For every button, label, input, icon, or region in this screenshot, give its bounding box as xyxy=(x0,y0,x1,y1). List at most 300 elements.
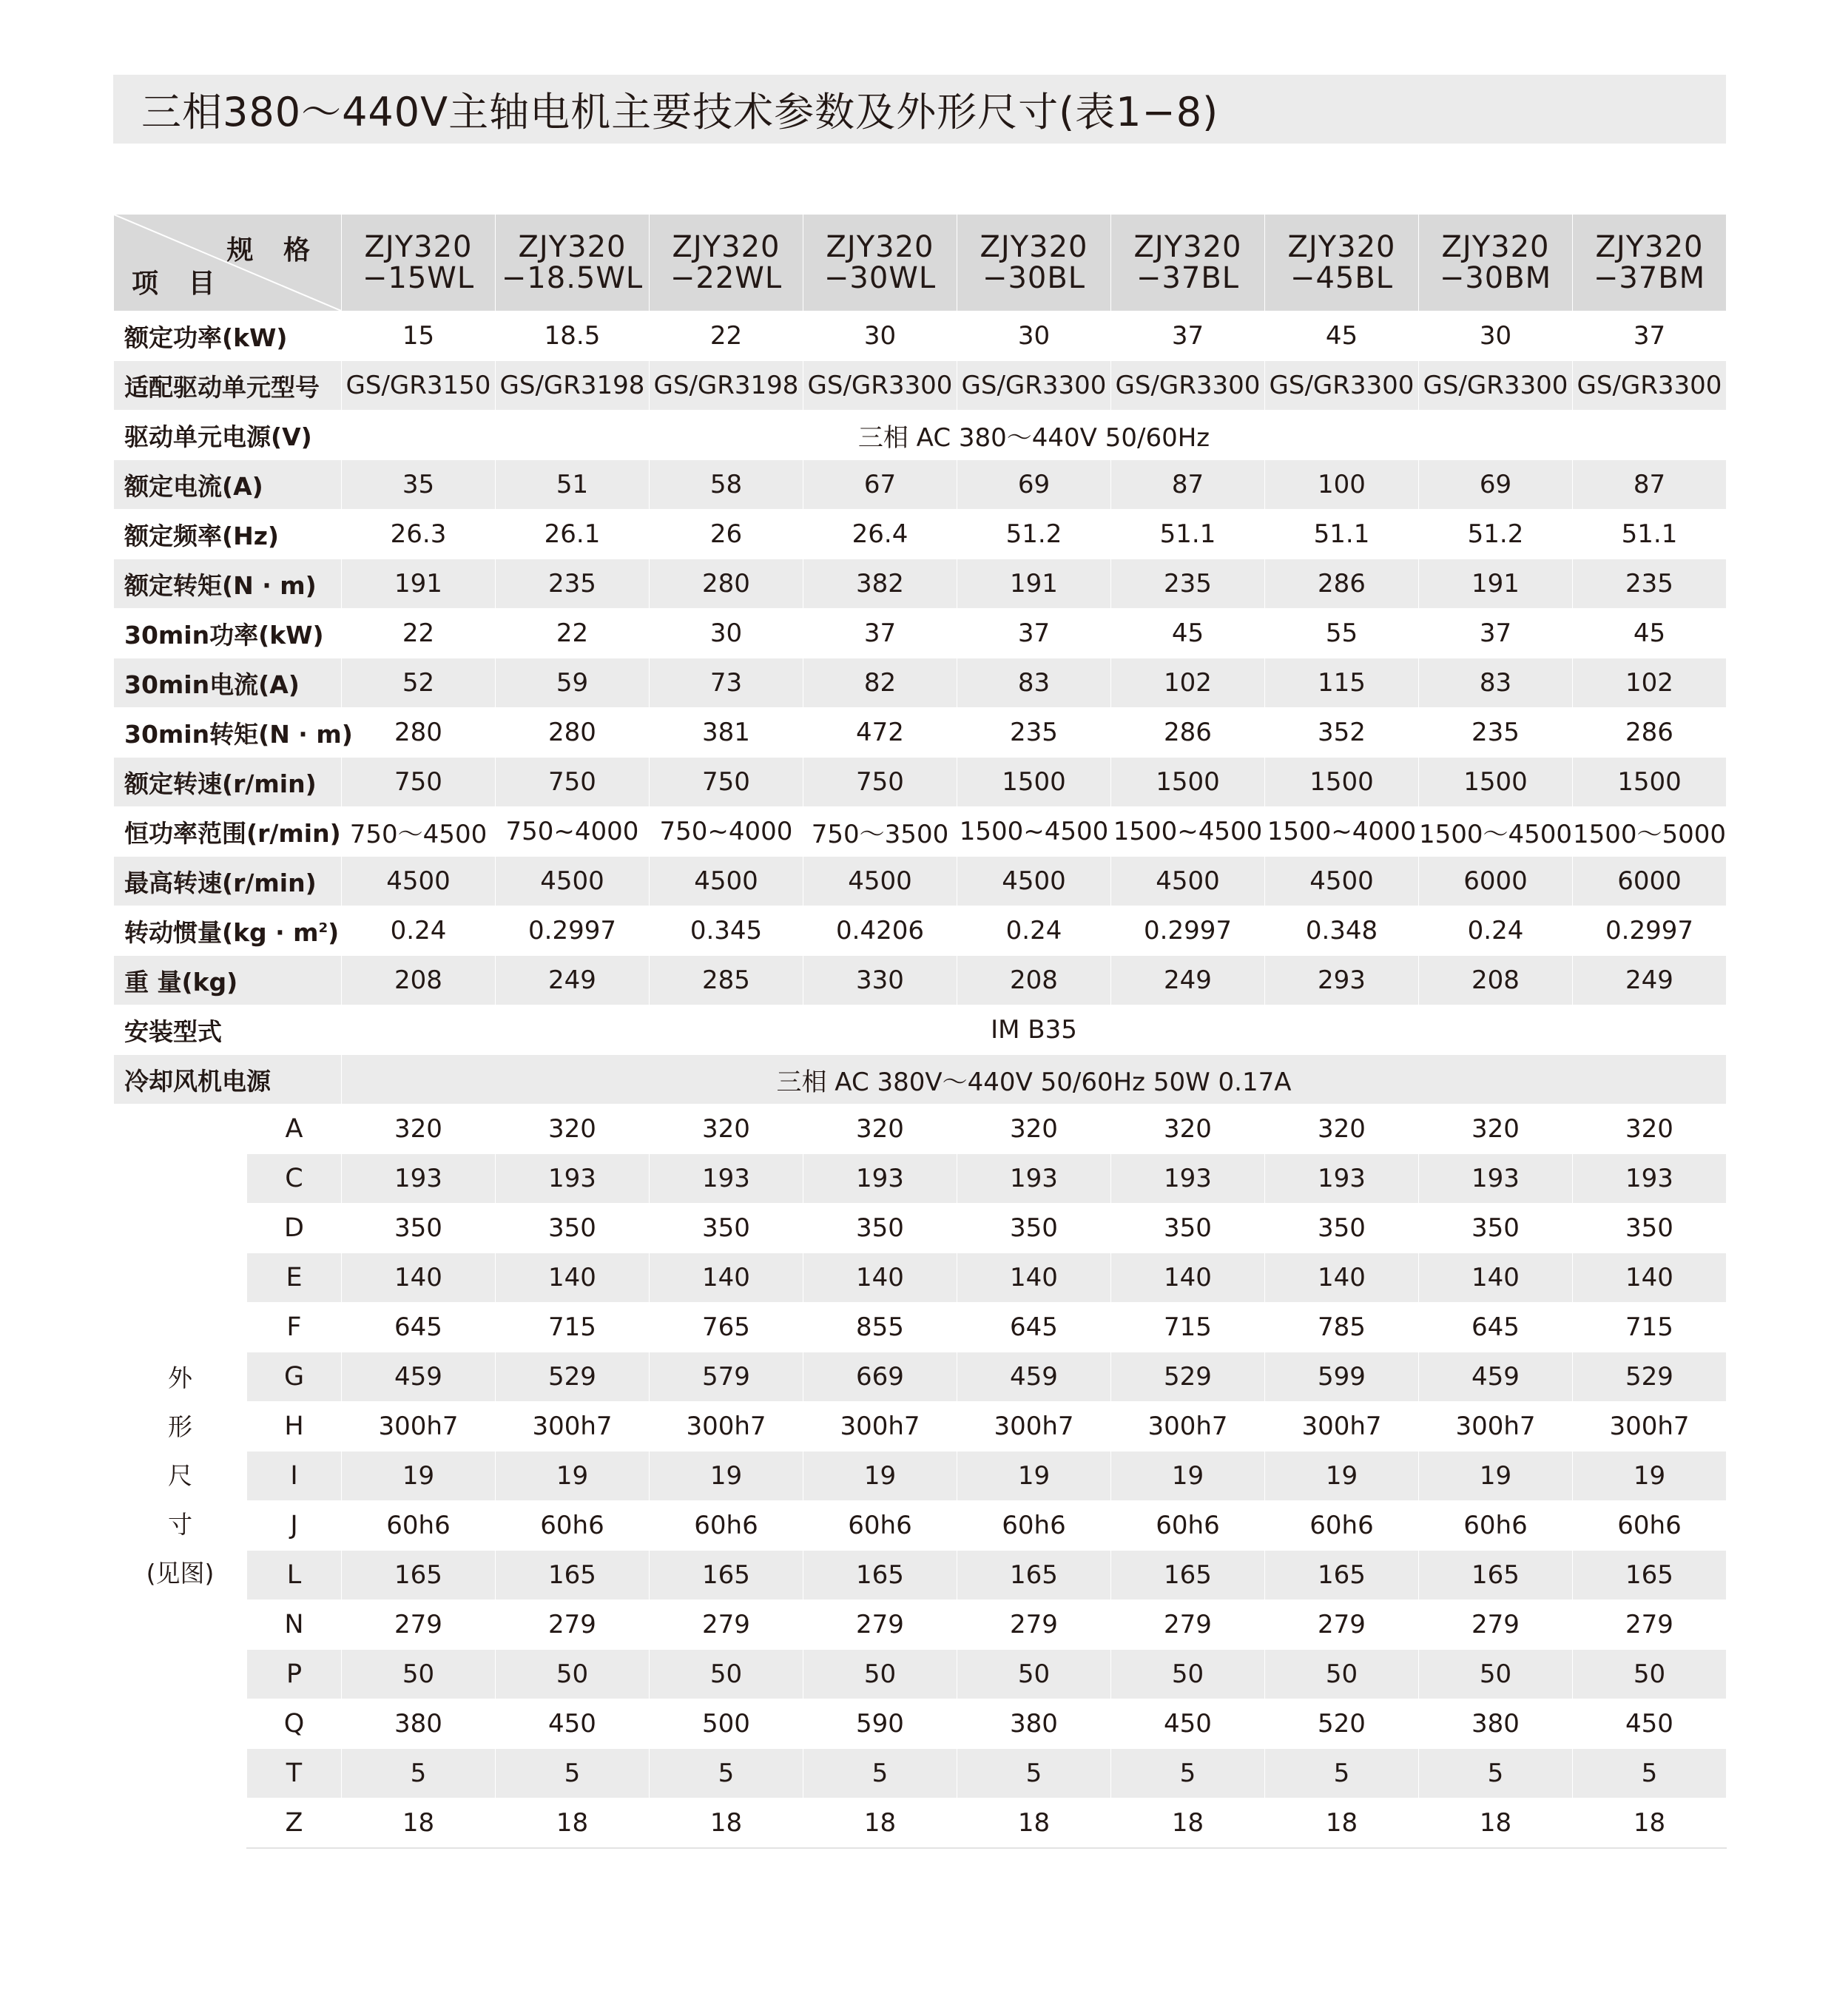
param-value: 100 xyxy=(1265,460,1419,510)
dimension-value: 60h6 xyxy=(342,1501,496,1551)
param-label xyxy=(114,361,342,411)
dimension-value: 279 xyxy=(1419,1600,1573,1650)
dimension-group-char: 尺 xyxy=(168,1461,192,1491)
param-label-text: 安装型式 xyxy=(124,1017,222,1046)
dimension-value: 279 xyxy=(1265,1600,1419,1650)
param-label-text: 恒功率范围(r/min) xyxy=(124,818,341,848)
dimension-value: 18 xyxy=(957,1798,1111,1849)
param-value: 37 xyxy=(803,609,957,658)
dimension-value: 5 xyxy=(1265,1749,1419,1798)
param-value: 750 xyxy=(496,758,650,807)
param-value: 4500 xyxy=(342,857,496,906)
dimension-value: 60h6 xyxy=(803,1501,957,1551)
dimension-value: 165 xyxy=(803,1551,957,1600)
dimension-value: 60h6 xyxy=(496,1501,650,1551)
dimension-row xyxy=(114,1105,1727,1154)
param-value: 4500 xyxy=(1111,857,1265,906)
model-header xyxy=(496,215,650,311)
param-value: 67 xyxy=(803,460,957,510)
param-row xyxy=(114,1055,1727,1105)
dimension-value: 279 xyxy=(1573,1600,1727,1650)
param-label xyxy=(114,1005,342,1055)
dimension-value: 18 xyxy=(496,1798,650,1849)
param-value: 1500 xyxy=(957,758,1111,807)
param-value: 87 xyxy=(1573,460,1727,510)
dimension-key: H xyxy=(247,1402,342,1452)
param-value: 37 xyxy=(1419,609,1573,658)
dimension-value: 300h7 xyxy=(1573,1402,1727,1452)
model-suffix: −30BL xyxy=(982,261,1086,295)
param-row xyxy=(114,658,1727,708)
dimension-value: 320 xyxy=(1419,1105,1573,1154)
param-row xyxy=(114,807,1727,857)
dimension-value: 279 xyxy=(1111,1600,1265,1650)
dimension-value: 140 xyxy=(1419,1253,1573,1303)
param-row xyxy=(114,956,1727,1005)
param-label-text: 转动惯量(kg · m xyxy=(124,917,319,947)
dimension-row xyxy=(114,1352,1727,1402)
dimension-value: 193 xyxy=(1111,1154,1265,1204)
model-name: ZJY320 xyxy=(1595,230,1704,264)
page-title: 三相380～440V主轴电机主要技术参数及外形尺寸(表1−8) xyxy=(141,89,1219,135)
dimension-value: 193 xyxy=(342,1154,496,1204)
model-header xyxy=(1265,215,1419,311)
spec-table xyxy=(113,214,1727,1849)
param-value: 249 xyxy=(1111,956,1265,1005)
param-label-text: 最高转速(r/min) xyxy=(124,868,317,897)
param-value: 191 xyxy=(957,559,1111,609)
param-value: 51.1 xyxy=(1265,510,1419,559)
param-value: 293 xyxy=(1265,956,1419,1005)
dimension-value: 60h6 xyxy=(1573,1501,1727,1551)
dimension-value: 5 xyxy=(957,1749,1111,1798)
dimension-value: 765 xyxy=(650,1303,803,1352)
param-value: 4500 xyxy=(957,857,1111,906)
dimension-value: 140 xyxy=(496,1253,650,1303)
param-value: 102 xyxy=(1111,658,1265,708)
param-label-text: 30min转矩(N · m) xyxy=(124,719,353,749)
header-row xyxy=(114,215,1727,311)
param-label xyxy=(114,956,342,1005)
param-value: 1500 xyxy=(1111,758,1265,807)
model-header xyxy=(342,215,496,311)
param-row xyxy=(114,510,1727,559)
param-value: 51.2 xyxy=(957,510,1111,559)
param-row xyxy=(114,361,1727,411)
param-value: 83 xyxy=(1419,658,1573,708)
model-suffix: −30BM xyxy=(1439,261,1552,295)
param-value: 249 xyxy=(1573,956,1727,1005)
dimension-key: F xyxy=(247,1303,342,1352)
param-value: 191 xyxy=(342,559,496,609)
param-value: 51.1 xyxy=(1111,510,1265,559)
model-name: ZJY320 xyxy=(1441,230,1550,264)
param-label xyxy=(114,807,342,857)
dimension-value: 60h6 xyxy=(957,1501,1111,1551)
param-label-text: 额定转矩(N · m) xyxy=(124,570,317,600)
param-value: GS/GR3300 xyxy=(1111,361,1265,411)
dimension-row xyxy=(114,1402,1727,1452)
param-label-text: 30min电流(A) xyxy=(124,670,300,699)
param-span-value: 三相 AC 380V～440V 50/60Hz 50W 0.17A xyxy=(342,1055,1727,1105)
dimension-value: 193 xyxy=(1265,1154,1419,1204)
param-label xyxy=(114,510,342,559)
dimension-value: 5 xyxy=(1419,1749,1573,1798)
dimension-value: 18 xyxy=(650,1798,803,1849)
dimension-value: 350 xyxy=(1265,1204,1419,1253)
param-value: 115 xyxy=(1265,658,1419,708)
param-value: 0.348 xyxy=(1265,906,1419,956)
param-label-text: 额定功率(kW) xyxy=(124,323,288,352)
dimension-key: J xyxy=(247,1501,342,1551)
dimension-value: 19 xyxy=(342,1452,496,1501)
dimension-value: 300h7 xyxy=(803,1402,957,1452)
dimension-group-char: 外 xyxy=(168,1363,192,1393)
model-header xyxy=(1111,215,1265,311)
param-label-text: 冷却风机电源 xyxy=(124,1066,271,1096)
dimension-value: 50 xyxy=(803,1650,957,1699)
param-value: 22 xyxy=(342,609,496,658)
dimension-row xyxy=(114,1798,1727,1849)
param-label xyxy=(114,758,342,807)
dimension-value: 18 xyxy=(803,1798,957,1849)
dimension-value: 140 xyxy=(650,1253,803,1303)
param-value: 6000 xyxy=(1573,857,1727,906)
dimension-value: 450 xyxy=(1111,1699,1265,1749)
param-value: 235 xyxy=(496,559,650,609)
dimension-value: 590 xyxy=(803,1699,957,1749)
param-value: 37 xyxy=(957,609,1111,658)
param-value: 0.345 xyxy=(650,906,803,956)
param-value: 750~4000 xyxy=(650,807,803,857)
dimension-row xyxy=(114,1303,1727,1352)
param-value: 286 xyxy=(1573,708,1727,758)
dimension-value: 715 xyxy=(1111,1303,1265,1352)
dimension-value: 855 xyxy=(803,1303,957,1352)
dimension-row xyxy=(114,1650,1727,1699)
dimension-value: 459 xyxy=(342,1352,496,1402)
dimension-value: 193 xyxy=(803,1154,957,1204)
param-row xyxy=(114,1005,1727,1055)
dimension-value: 320 xyxy=(650,1105,803,1154)
dimension-value: 350 xyxy=(1419,1204,1573,1253)
dimension-row xyxy=(114,1253,1727,1303)
param-label-text: 30min功率(kW) xyxy=(124,620,324,650)
dimension-key: Z xyxy=(247,1798,342,1849)
param-value: 235 xyxy=(957,708,1111,758)
dimension-group-char: 寸 xyxy=(168,1510,192,1540)
param-value: 4500 xyxy=(650,857,803,906)
dimension-value: 279 xyxy=(803,1600,957,1650)
param-value: 750～4500 xyxy=(342,807,496,857)
param-value: 382 xyxy=(803,559,957,609)
dimension-value: 19 xyxy=(650,1452,803,1501)
dimension-value: 165 xyxy=(496,1551,650,1600)
dimension-value: 320 xyxy=(1573,1105,1727,1154)
param-value: 55 xyxy=(1265,609,1419,658)
dimension-value: 19 xyxy=(496,1452,650,1501)
dimension-value: 320 xyxy=(957,1105,1111,1154)
dimension-value: 165 xyxy=(1573,1551,1727,1600)
param-value: GS/GR3198 xyxy=(496,361,650,411)
param-value: 45 xyxy=(1573,609,1727,658)
dimension-value: 279 xyxy=(342,1600,496,1650)
param-label xyxy=(114,559,342,609)
dimension-value: 715 xyxy=(496,1303,650,1352)
param-row xyxy=(114,411,1727,460)
param-value: 1500~4500 xyxy=(957,807,1111,857)
dimension-value: 140 xyxy=(1265,1253,1419,1303)
dimension-value: 165 xyxy=(650,1551,803,1600)
spec-header-label: 规 格 xyxy=(226,235,320,266)
dimension-value: 19 xyxy=(1265,1452,1419,1501)
param-value: 0.2997 xyxy=(496,906,650,956)
param-value: 45 xyxy=(1111,609,1265,658)
dimension-value: 350 xyxy=(1573,1204,1727,1253)
param-value: 0.24 xyxy=(342,906,496,956)
param-value: GS/GR3300 xyxy=(957,361,1111,411)
param-value: 208 xyxy=(1419,956,1573,1005)
dimension-value: 18 xyxy=(1419,1798,1573,1849)
dimension-value: 380 xyxy=(342,1699,496,1749)
param-value: 330 xyxy=(803,956,957,1005)
dimension-value: 19 xyxy=(1573,1452,1727,1501)
model-suffix: −18.5WL xyxy=(501,261,644,295)
param-value: 1500 xyxy=(1265,758,1419,807)
model-header xyxy=(957,215,1111,311)
dimension-value: 18 xyxy=(1265,1798,1419,1849)
dimension-row xyxy=(114,1452,1727,1501)
dimension-value: 300h7 xyxy=(496,1402,650,1452)
dimension-value: 300h7 xyxy=(957,1402,1111,1452)
dimension-value: 165 xyxy=(1419,1551,1573,1600)
param-label xyxy=(114,411,342,460)
param-span-value: 三相 AC 380～440V 50/60Hz xyxy=(342,411,1727,460)
param-value: 51.2 xyxy=(1419,510,1573,559)
model-name: ZJY320 xyxy=(1287,230,1396,264)
dimension-value: 300h7 xyxy=(342,1402,496,1452)
dimension-key: D xyxy=(247,1204,342,1253)
dimension-group-label xyxy=(114,1105,247,1849)
dimension-value: 60h6 xyxy=(1419,1501,1573,1551)
param-value: 472 xyxy=(803,708,957,758)
model-name: ZJY320 xyxy=(518,230,627,264)
model-header xyxy=(1573,215,1727,311)
dimension-group-char: 形 xyxy=(168,1412,192,1442)
param-value: 0.24 xyxy=(957,906,1111,956)
dimension-value: 50 xyxy=(1573,1650,1727,1699)
dimension-value: 300h7 xyxy=(650,1402,803,1452)
param-value: 51.1 xyxy=(1573,510,1727,559)
dimension-value: 459 xyxy=(957,1352,1111,1402)
dimension-value: 579 xyxy=(650,1352,803,1402)
param-value: 191 xyxy=(1419,559,1573,609)
dimension-key: N xyxy=(247,1600,342,1650)
dimension-row xyxy=(114,1154,1727,1204)
dimension-value: 50 xyxy=(496,1650,650,1699)
dimension-value: 459 xyxy=(1419,1352,1573,1402)
model-name: ZJY320 xyxy=(1133,230,1242,264)
param-row xyxy=(114,609,1727,658)
param-value: 30 xyxy=(957,311,1111,361)
dimension-value: 300h7 xyxy=(1265,1402,1419,1452)
param-label xyxy=(114,658,342,708)
dimension-value: 165 xyxy=(1265,1551,1419,1600)
model-name: ZJY320 xyxy=(980,230,1088,264)
model-suffix: −37BM xyxy=(1593,261,1706,295)
param-value: 82 xyxy=(803,658,957,708)
dimension-row xyxy=(114,1699,1727,1749)
param-value: 59 xyxy=(496,658,650,708)
dimension-value: 140 xyxy=(1573,1253,1727,1303)
param-label-text: 重 量(kg) xyxy=(124,967,238,997)
dimension-value: 350 xyxy=(650,1204,803,1253)
dimension-value: 5 xyxy=(1111,1749,1265,1798)
dimension-value: 19 xyxy=(957,1452,1111,1501)
dimension-value: 5 xyxy=(496,1749,650,1798)
param-value: 381 xyxy=(650,708,803,758)
param-value: 6000 xyxy=(1419,857,1573,906)
param-label-text: 驱动单元电源(V) xyxy=(124,422,312,451)
dimension-key: E xyxy=(247,1253,342,1303)
param-value: 286 xyxy=(1265,559,1419,609)
dimension-value: 350 xyxy=(957,1204,1111,1253)
param-value: 37 xyxy=(1573,311,1727,361)
dimension-value: 350 xyxy=(342,1204,496,1253)
dimension-value: 5 xyxy=(1573,1749,1727,1798)
dimension-value: 140 xyxy=(957,1253,1111,1303)
param-row xyxy=(114,857,1727,906)
param-value: 51 xyxy=(496,460,650,510)
dimension-value: 50 xyxy=(342,1650,496,1699)
dimension-value: 18 xyxy=(1573,1798,1727,1849)
dimension-value: 645 xyxy=(957,1303,1111,1352)
dimension-value: 715 xyxy=(1573,1303,1727,1352)
param-value: 235 xyxy=(1419,708,1573,758)
param-label xyxy=(114,708,353,758)
param-value: 0.2997 xyxy=(1573,906,1727,956)
dimension-value: 60h6 xyxy=(650,1501,803,1551)
dimension-row xyxy=(114,1501,1727,1551)
dimension-value: 140 xyxy=(803,1253,957,1303)
dimension-group-text xyxy=(146,1354,215,1598)
param-label xyxy=(114,311,342,361)
dimension-row xyxy=(114,1600,1727,1650)
param-value: 73 xyxy=(650,658,803,708)
dimension-value: 350 xyxy=(496,1204,650,1253)
dimension-value: 520 xyxy=(1265,1699,1419,1749)
dimension-value: 165 xyxy=(957,1551,1111,1600)
dimension-value: 193 xyxy=(1573,1154,1727,1204)
item-header-label: 项 目 xyxy=(132,269,226,299)
param-value: 26.4 xyxy=(803,510,957,559)
param-value: 52 xyxy=(342,658,496,708)
model-name: ZJY320 xyxy=(364,230,473,264)
param-value: 30 xyxy=(650,609,803,658)
dimension-value: 5 xyxy=(342,1749,496,1798)
dimension-value: 320 xyxy=(1111,1105,1265,1154)
dimension-key: A xyxy=(247,1105,342,1154)
param-value: 83 xyxy=(957,658,1111,708)
dimension-value: 19 xyxy=(1111,1452,1265,1501)
model-suffix: −37BL xyxy=(1136,261,1240,295)
param-value: 235 xyxy=(1111,559,1265,609)
param-value: 750~4000 xyxy=(496,807,650,857)
dimension-value: 350 xyxy=(1111,1204,1265,1253)
dimension-value: 450 xyxy=(496,1699,650,1749)
param-label-sup: 2 xyxy=(318,920,328,936)
param-value: 69 xyxy=(957,460,1111,510)
dimension-value: 193 xyxy=(496,1154,650,1204)
dimension-key: T xyxy=(247,1749,342,1798)
param-span-value: IM B35 xyxy=(342,1005,1727,1055)
dimension-value: 500 xyxy=(650,1699,803,1749)
dimension-value: 140 xyxy=(342,1253,496,1303)
param-label xyxy=(114,857,342,906)
param-row xyxy=(114,708,1727,758)
param-value: 22 xyxy=(650,311,803,361)
param-label-text: 额定转速(r/min) xyxy=(124,769,317,798)
dimension-row xyxy=(114,1204,1727,1253)
param-value: 750 xyxy=(342,758,496,807)
model-suffix: −45BL xyxy=(1289,261,1394,295)
dimension-key: P xyxy=(247,1650,342,1699)
dimension-value: 165 xyxy=(1111,1551,1265,1600)
param-value: 0.24 xyxy=(1419,906,1573,956)
dimension-value: 140 xyxy=(1111,1253,1265,1303)
dimension-value: 193 xyxy=(1419,1154,1573,1204)
param-value: 22 xyxy=(496,609,650,658)
param-value: 30 xyxy=(803,311,957,361)
dimension-value: 450 xyxy=(1573,1699,1727,1749)
dimension-row xyxy=(114,1551,1727,1600)
dimension-value: 320 xyxy=(803,1105,957,1154)
param-value: 37 xyxy=(1111,311,1265,361)
dimension-value: 320 xyxy=(1265,1105,1419,1154)
param-value: 4500 xyxy=(496,857,650,906)
dimension-value: 380 xyxy=(1419,1699,1573,1749)
param-value: GS/GR3300 xyxy=(803,361,957,411)
param-value: 235 xyxy=(1573,559,1727,609)
dimension-value: 165 xyxy=(342,1551,496,1600)
dimension-value: 193 xyxy=(957,1154,1111,1204)
param-value: 1500～4500 xyxy=(1419,807,1573,857)
param-value: 4500 xyxy=(803,857,957,906)
param-value: 750 xyxy=(650,758,803,807)
param-value: 15 xyxy=(342,311,496,361)
dimension-value: 18 xyxy=(1111,1798,1265,1849)
param-value: 69 xyxy=(1419,460,1573,510)
param-value: 280 xyxy=(342,708,496,758)
param-label-text: 适配驱动单元型号 xyxy=(124,372,320,402)
param-value: 280 xyxy=(650,559,803,609)
dimension-value: 300h7 xyxy=(1419,1402,1573,1452)
dimension-value: 320 xyxy=(342,1105,496,1154)
dimension-value: 279 xyxy=(496,1600,650,1650)
param-value: 1500~4000 xyxy=(1265,807,1419,857)
model-suffix: −15WL xyxy=(362,261,475,295)
model-header xyxy=(803,215,957,311)
param-value: 26.1 xyxy=(496,510,650,559)
param-row xyxy=(114,460,1727,510)
dimension-key: I xyxy=(247,1452,342,1501)
dimension-key: C xyxy=(247,1154,342,1204)
param-value: 0.4206 xyxy=(803,906,957,956)
param-value: GS/GR3300 xyxy=(1573,361,1727,411)
dimension-value: 50 xyxy=(1419,1650,1573,1699)
param-value: 4500 xyxy=(1265,857,1419,906)
param-row xyxy=(114,559,1727,609)
